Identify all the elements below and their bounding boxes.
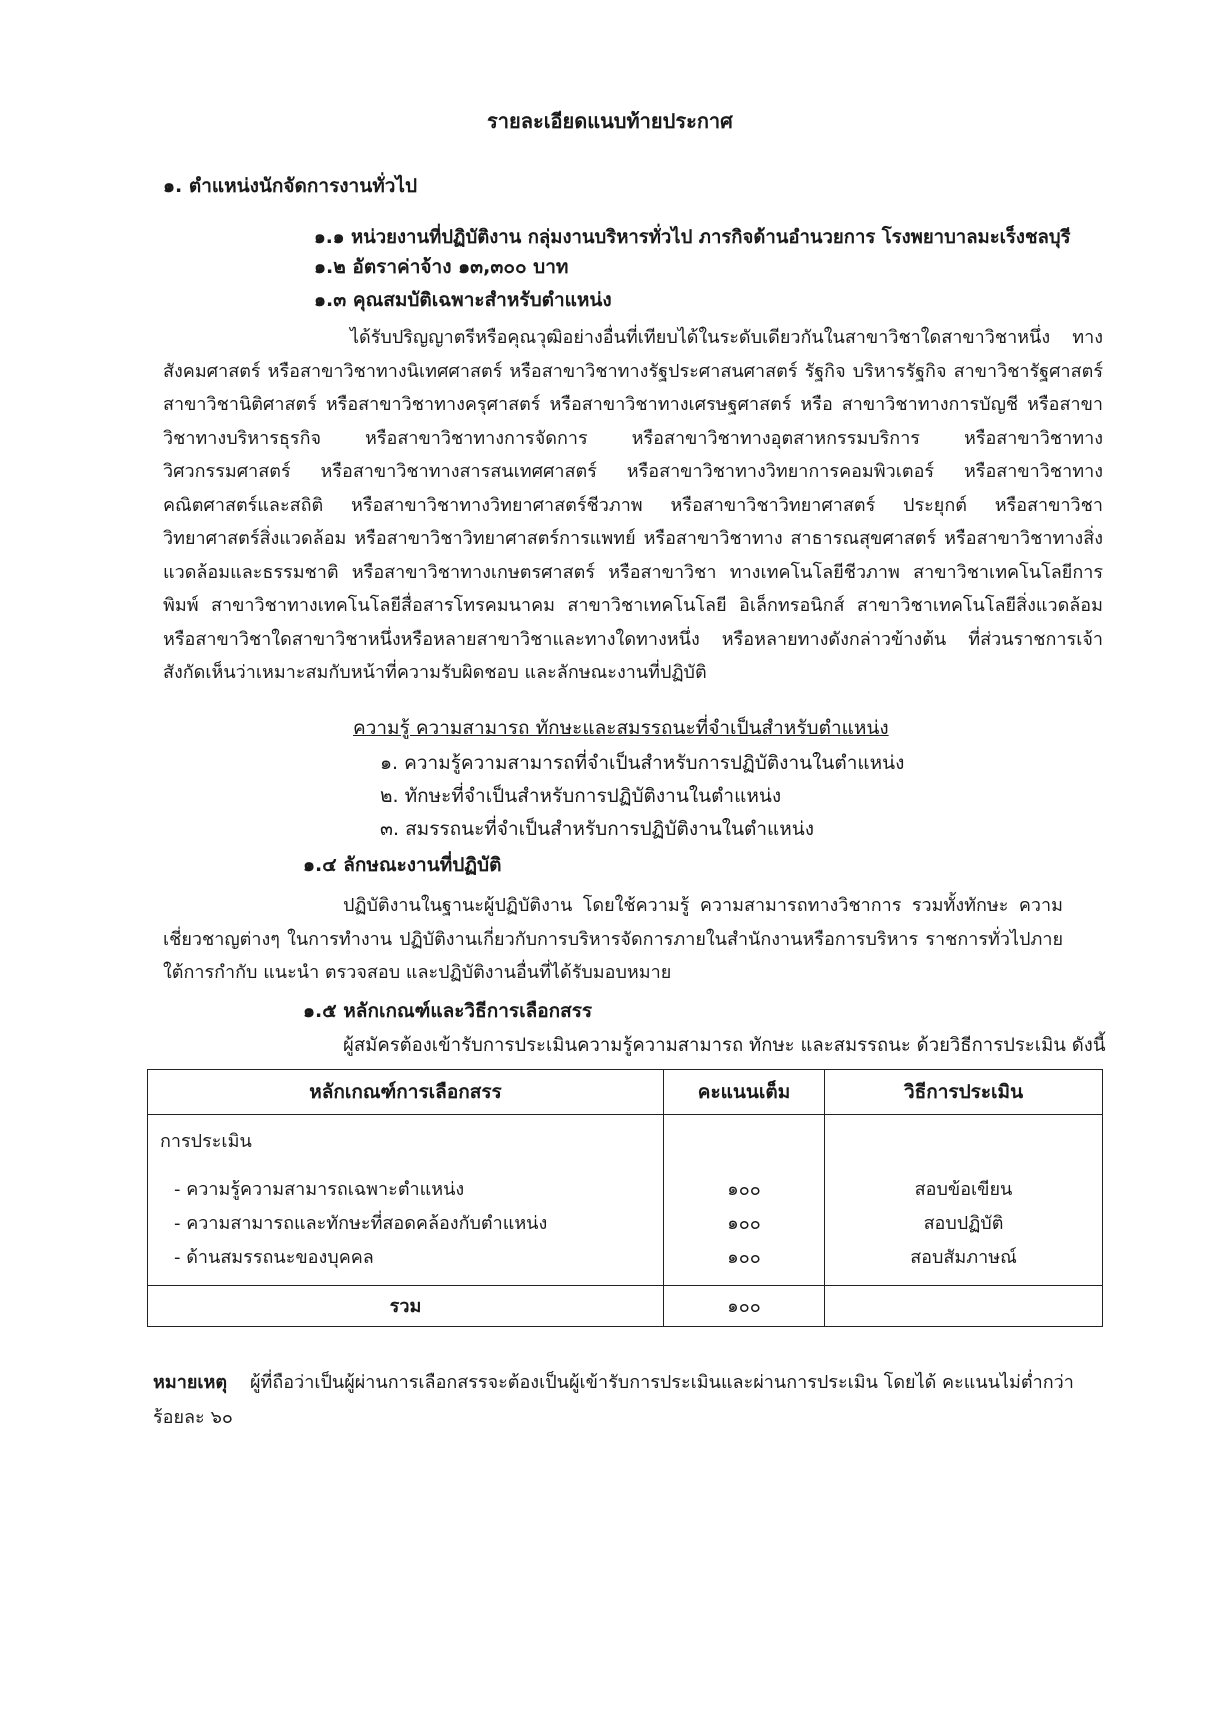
method-cell: สอบสัมภาษณ์	[910, 1247, 1017, 1269]
criteria-table	[147, 1069, 1103, 1327]
skill-item: ๑. ความรู้ความสามารถที่จำเป็นสำหรับการปฏิบัติงานในตำแหน่ง	[380, 752, 905, 774]
section-1-4: ๑.๔ ลักษณะงานที่ปฏิบัติ	[303, 854, 502, 876]
note-text: ผู้ที่ถือว่าเป็นผู้ผ่านการเลือกสรรจะต้องเป็นผู้เข้ารับการประเมินและผ่านการประเมิน โดยได้ คะแนนไม่ต่ำกว่าร้อยละ ๖๐	[153, 1372, 1074, 1428]
criterion-cell: - ด้านสมรรถนะของบุคคล	[174, 1247, 374, 1269]
criterion-cell: - ความรู้ความสามารถเฉพาะตำแหน่ง	[174, 1179, 465, 1201]
table-header: วิธีการประเมิน	[825, 1070, 1103, 1115]
total-method-empty	[825, 1285, 1103, 1326]
table-header-row	[148, 1070, 1103, 1115]
qualification-paragraph	[163, 321, 1103, 690]
section-1-2: ๑.๒ อัตราค่าจ้าง ๑๓,๓๐๐ บาท	[314, 256, 569, 278]
skill-item: ๒. ทักษะที่จำเป็นสำหรับการปฏิบัติงานในตำแหน่ง	[380, 785, 782, 807]
note-block	[153, 1365, 1103, 1435]
group-label: การประเมิน	[160, 1131, 252, 1153]
table-row	[148, 1115, 1103, 1285]
evaluation-intro: ผู้สมัครต้องเข้ารับการประเมินความรู้ความสามารถ ทักษะ และสมรรถนะ ด้วยวิธีการประเมิน ดังนี้	[343, 1035, 1106, 1056]
criterion-cell: - ความสามารถและทักษะที่สอดคล้องกับตำแหน่ง	[174, 1213, 548, 1235]
skills-heading: ความรู้ ความสามารถ ทักษะและสมรรถนะที่จำเป็นสำหรับตำแหน่ง	[353, 717, 889, 739]
table-total-row	[148, 1285, 1103, 1326]
section-1-5: ๑.๕ หลักเกณฑ์และวิธีการเลือกสรร	[303, 1000, 593, 1022]
method-cell: สอบข้อเขียน	[914, 1179, 1013, 1201]
total-score: ๑๐๐	[664, 1285, 825, 1326]
section-1-1: ๑.๑ หน่วยงานที่ปฏิบัติงาน กลุ่มงานบริหารทั่วไป ภารกิจด้านอำนวยการ โรงพยาบาลมะเร็งชลบุรี	[314, 227, 1071, 248]
score-cell: ๑๐๐	[727, 1213, 761, 1235]
total-label: รวม	[148, 1285, 664, 1326]
section-1-3: ๑.๓ คุณสมบัติเฉพาะสำหรับตำแหน่ง	[314, 289, 612, 311]
skill-item: ๓. สมรรถนะที่จำเป็นสำหรับการปฏิบัติงานในตำแหน่ง	[380, 818, 815, 840]
method-cell: สอบปฏิบัติ	[923, 1213, 1004, 1235]
work-paragraph	[163, 889, 1063, 990]
section-1-heading: ๑. ตำแหน่งนักจัดการงานทั่วไป	[163, 175, 418, 197]
note-label: หมายเหตุ	[153, 1372, 228, 1393]
document-title: รายละเอียดแนบท้ายประกาศ	[487, 109, 733, 133]
score-cell: ๑๐๐	[727, 1179, 761, 1201]
table-header: คะแนนเต็ม	[664, 1070, 825, 1115]
work-text: ปฏิบัติงานในฐานะผู้ปฏิบัติงาน โดยใช้ความรู้ ความสามารถทางวิชาการ รวมทั้งทักษะ ความเชี่ยวชาญต่างๆ ในการทำงาน ปฏิบัติงานเกี่ยวกับการบริหารจัดการภายในสำนักงานหรือการบริหาร ราชการทั่วไปภายใต้การกำกับ แนะนำ ตรวจสอบ และปฏิบัติงานอื่นที่ได้รับมอบหมาย	[163, 895, 1063, 983]
score-cell: ๑๐๐	[727, 1247, 761, 1269]
qualification-text: ได้รับปริญญาตรีหรือคุณวุฒิอย่างอื่นที่เทียบได้ในระดับเดียวกันในสาขาวิชาใดสาขาวิชาหนึ่ง ทางสังคมศาสตร์ หรือสาขาวิชาทางนิเทศศาสตร์ หรือสาขาวิชาทางรัฐประศาสนศาสตร์ รัฐกิจ บริหารรัฐกิจ สาขาวิชารัฐศาสตร์ สาขาวิชานิติศาสตร์ หรือสาขาวิชาทางครุศาสตร์ หรือสาขาวิชาทางเศรษฐศาสตร์ หรือ สาขาวิชาทางการบัญชี หรือสาขาวิชาทางบริหารธุรกิจ หรือสาขาวิชาทางการจัดการ หรือสาขาวิชาทางอุตสาหกรรมบริการ หรือสาขาวิชาทางวิศวกรรมศาสตร์ หรือสาขาวิชาทางสารสนเทศศาสตร์ หรือสาขาวิชาทางวิทยาการคอมพิวเตอร์ หรือสาขาวิชาทางคณิตศาสตร์และสถิติ หรือสาขาวิชาทางวิทยาศาสตร์ชีวภาพ หรือสาขาวิชาวิทยาศาสตร์ ประยุกต์ หรือสาขาวิชาวิทยาศาสตร์สิ่งแวดล้อม หรือสาขาวิชาวิทยาศาสตร์การแพทย์ หรือสาขาวิชาทาง สาธารณสุขศาสตร์ หรือสาขาวิชาทางสิ่งแวดล้อมและธรรมชาติ หรือสาขาวิชาทางเกษตรศาสตร์ หรือสาขาวิชา ทางเทคโนโลยีชีวภาพ สาขาวิชาเทคโนโลยีการพิมพ์ สาขาวิชาทางเทคโนโลยีสื่อสารโทรคมนาคม สาขาวิชาเทคโนโลยี อิเล็กทรอนิกส์ สาขาวิชาเทคโนโลยีสิ่งแวดล้อม หรือสาขาวิชาใดสาขาวิชาหนึ่งหรือหลายสาขาวิชาและทางใดทางหนึ่ง หรือหลายทางดังกล่าวข้างต้น ที่ส่วนราชการเจ้าสังกัดเห็นว่าเหมาะสมกับหน้าที่ความรับผิดชอบ และลักษณะงานที่ปฏิบัติ	[163, 327, 1103, 683]
table-header: หลักเกณฑ์การเลือกสรร	[148, 1070, 664, 1115]
